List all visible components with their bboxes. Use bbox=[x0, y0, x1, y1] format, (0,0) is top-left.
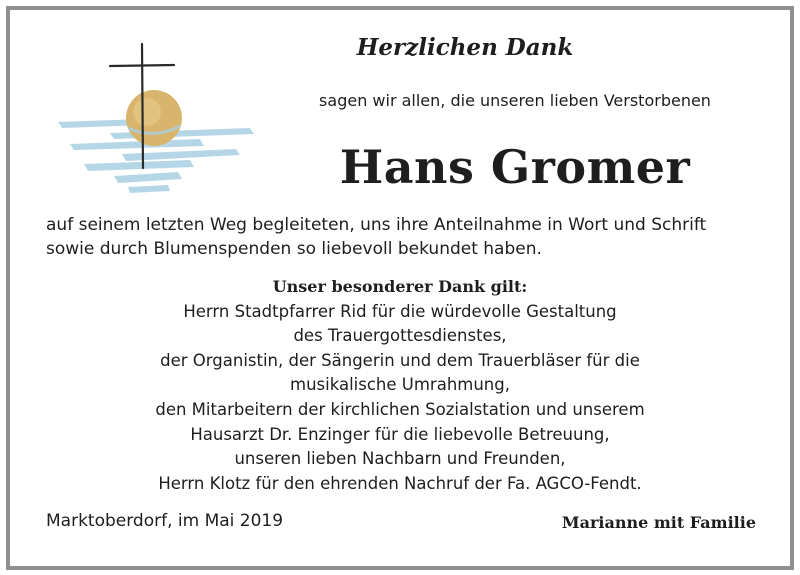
cross-sun-water-icon bbox=[50, 40, 260, 205]
special-thanks-heading: Unser besonderer Dank gilt: bbox=[272, 277, 528, 296]
special-thanks-section bbox=[40, 275, 760, 496]
special-thanks-line: musikalische Umrahmung, bbox=[290, 375, 510, 395]
special-thanks-line: Herrn Stadtpfarrer Rid für die würdevolle Gestaltung bbox=[183, 301, 617, 321]
place-date: Marktoberdorf, im Mai 2019 bbox=[46, 511, 284, 531]
thanks-paragraph bbox=[46, 213, 766, 261]
deceased-name: Hans Gromer bbox=[339, 140, 691, 194]
intro-text: sagen wir allen, die unseren lieben Verstorbenen bbox=[319, 91, 711, 110]
signature: Marianne mit Familie bbox=[561, 513, 756, 532]
special-thanks-line: Hausarzt Dr. Enzinger für die liebevolle Betreuung, bbox=[190, 424, 610, 444]
special-thanks-line: Herrn Klotz für den ehrenden Nachruf der Fa. AGCO-Fendt. bbox=[158, 473, 642, 493]
special-thanks-line: unseren lieben Nachbarn und Freunden, bbox=[234, 449, 566, 469]
special-thanks-line: der Organistin, der Sängerin und dem Trauerbläser für die bbox=[160, 350, 640, 370]
special-thanks-line: den Mitarbeitern der kirchlichen Sozialstation und unserem bbox=[155, 399, 645, 419]
notice-title: Herzlichen Dank bbox=[356, 34, 574, 61]
special-thanks-line: des Trauergottesdienstes, bbox=[293, 326, 507, 346]
thanks-line: sowie durch Blumenspenden so liebevoll bekundet haben. bbox=[46, 239, 542, 259]
thanks-line: auf seinem letzten Weg begleiteten, uns ihre Anteilnahme in Wort und Schrift bbox=[46, 215, 707, 235]
